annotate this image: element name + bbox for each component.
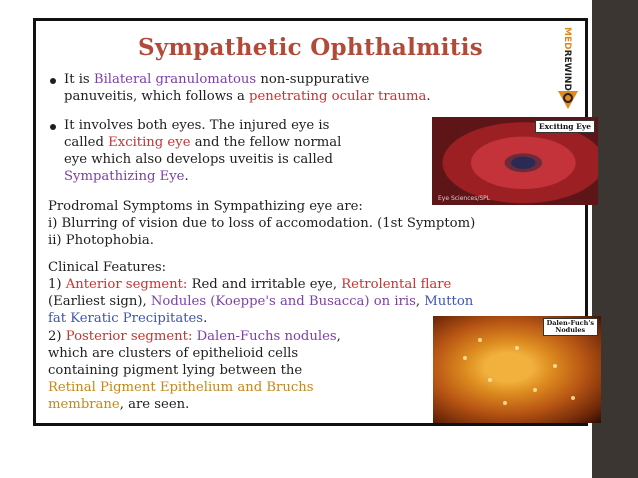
nodule-spot (463, 356, 467, 360)
bullet2-line2 (64, 135, 341, 152)
highlight-keratic-precipitates: fat Keratic Precipitates (48, 311, 204, 326)
text-span: . (203, 311, 208, 326)
anterior-line3 (48, 311, 207, 328)
posterior-line2: which are clusters of epithelioid cells (48, 346, 299, 361)
nodule-spot (478, 338, 482, 342)
text-span: called (64, 135, 109, 150)
fundus-photo (433, 316, 601, 423)
highlight-nodules: Nodules (Koeppe's and Busacca) on iris (150, 294, 416, 309)
anterior-line2 (48, 294, 473, 311)
text-span: It is (64, 72, 94, 87)
text-span: 1) (48, 277, 66, 292)
text-span: 2) (48, 329, 66, 344)
highlight-mutton: Mutton (424, 294, 474, 309)
highlight-membrane: membrane (48, 397, 120, 412)
text-span: , (336, 329, 341, 344)
highlight-bilateral: Bilateral granulomatous (93, 72, 257, 87)
highlight-retrolental-flare: Retrolental flare (341, 277, 452, 292)
prodromal-heading: Prodromal Symptoms in Sympathizing eye are: (48, 199, 363, 214)
slide-frame (33, 18, 594, 426)
dalen-fuchs-label (543, 318, 598, 336)
text-span: panuveitis, which follows a (64, 89, 249, 104)
text-span: non-suppurative (256, 72, 370, 87)
medrewind-logo (554, 25, 582, 115)
nodule-spot (515, 346, 519, 350)
nodule-spot (571, 396, 575, 400)
label-line: Dalen-Fuch's (546, 319, 594, 327)
highlight-exciting-eye: Exciting eye (108, 135, 191, 150)
clinical-heading: Clinical Features: (48, 260, 167, 275)
nodule-spot (553, 364, 557, 368)
photo-watermark: Eye Sciences/SPL (438, 195, 491, 202)
highlight-dalen-fuchs: Dalen-Fuchs nodules (196, 329, 337, 344)
text-span: . (184, 169, 189, 184)
text-span: . (426, 89, 431, 104)
bullet2-line4 (64, 169, 189, 186)
bullet1-line1 (64, 72, 369, 89)
posterior-line1 (48, 329, 341, 346)
prodromal-item-1: i) Blurring of vision due to loss of accomodation. (1st Symptom) (48, 216, 476, 231)
posterior-line5 (48, 397, 189, 414)
exciting-eye-label: Exciting Eye (535, 120, 595, 133)
highlight-anterior-segment: Anterior segment: (65, 277, 188, 292)
posterior-line3: containing pigment lying between the (48, 363, 303, 378)
exciting-eye-photo (432, 117, 598, 205)
text-span: and the fellow normal (190, 135, 342, 150)
nodule-spot (503, 401, 507, 405)
text-span: Red and irritable eye, (187, 277, 342, 292)
nodule-spot (488, 378, 492, 382)
text-span: , are seen. (119, 397, 190, 412)
prodromal-item-2: ii) Photophobia. (48, 233, 154, 248)
slide-card (36, 21, 594, 423)
bullet2-line3: eye which also develops uveitis is called (64, 152, 333, 167)
label-line: Nodules (555, 326, 586, 334)
text-span: , (415, 294, 425, 309)
bullet-dot (50, 78, 56, 84)
bullet2-line1: It involves both eyes. The injured eye is (64, 118, 330, 133)
highlight-rpe-bruchs: Retinal Pigment Epithelium and Bruchs (48, 380, 314, 395)
logo-text-med: MED (562, 27, 572, 50)
slide-title: Sympathetic Ophthalmitis (137, 34, 484, 61)
rewind-icon (556, 87, 580, 111)
highlight-sympathizing-eye: Sympathizing Eye (64, 169, 185, 184)
highlight-posterior-segment: Posterior segment: (65, 329, 193, 344)
highlight-trauma: penetrating ocular trauma (249, 89, 427, 104)
text-span: (Earliest sign), (48, 294, 151, 309)
bullet1-line2 (64, 89, 431, 106)
nodule-spot (533, 388, 537, 392)
bullet-dot (50, 124, 56, 130)
anterior-line1 (48, 277, 451, 294)
logo-text-rewind: REWIND (562, 49, 572, 91)
logo-text (560, 27, 574, 91)
posterior-line4 (48, 380, 313, 397)
